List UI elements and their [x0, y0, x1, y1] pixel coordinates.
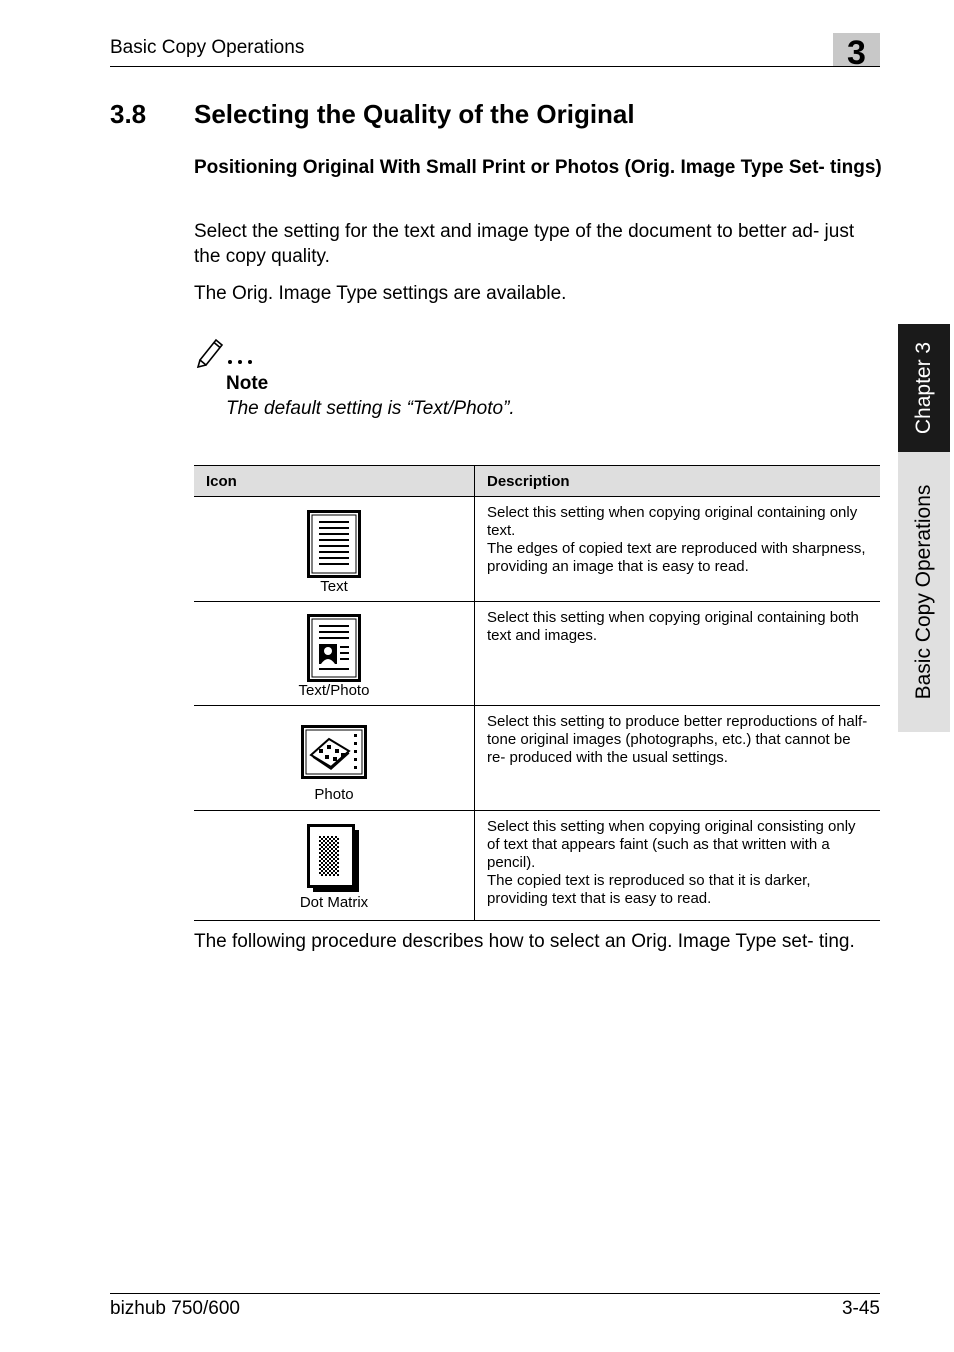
- column-header-description: Description: [475, 466, 881, 497]
- dot-matrix-icon: [307, 824, 361, 894]
- intro-paragraph: Select the setting for the text and image type of the document to better ad- just the copy quality.: [194, 221, 855, 267]
- description-cell: [475, 602, 881, 706]
- description-line: The copied text is reproduced so that it is darker, providing text that is easy to read.: [487, 872, 811, 907]
- available-paragraph: The Orig. Image Type settings are available.: [194, 283, 567, 304]
- description-line: Select this setting when copying original containing only text.: [487, 504, 858, 539]
- description-line: The edges of copied text are reproduced with sharpness, providing an image that is easy to read.: [487, 540, 866, 575]
- table-header-row: [194, 466, 880, 497]
- header-divider: [110, 66, 880, 67]
- footer-divider: [110, 1293, 880, 1294]
- table-row: [194, 497, 880, 602]
- icon-cell: [194, 811, 475, 921]
- side-tab-chapter-label: Chapter 3: [912, 341, 935, 435]
- chapter-number-box: [833, 33, 880, 72]
- table-row: [194, 706, 880, 811]
- photo-icon: [301, 725, 367, 779]
- description-cell: [475, 497, 881, 602]
- pencil-note-icon: [196, 334, 260, 373]
- running-header-title: Basic Copy Operations: [110, 37, 305, 58]
- footer-page-number: 3-45: [841, 1298, 880, 1319]
- icon-label: Photo: [314, 786, 354, 803]
- text-icon: [307, 510, 361, 578]
- note-label: Note: [226, 373, 269, 394]
- table-row: [194, 602, 880, 706]
- side-tab-chapter: [898, 324, 950, 452]
- icon-label: Text: [320, 578, 348, 595]
- image-type-table: [194, 465, 880, 921]
- description-line: Select this setting to produce better reproductions of half- tone original images (photographs, etc.) that cannot be re- produced with the usual settings.: [487, 713, 868, 766]
- icon-label: Dot Matrix: [299, 894, 369, 911]
- section-number: 3.8: [110, 99, 147, 129]
- icon-cell: [194, 706, 475, 811]
- icon-cell: [194, 497, 475, 602]
- table-row: [194, 811, 880, 921]
- chapter-number: 3: [847, 34, 866, 72]
- description-line: Select this setting when copying original containing both text and images.: [487, 609, 859, 644]
- section-title: Selecting the Quality of the Original: [194, 99, 635, 129]
- icon-label: Text/Photo: [298, 682, 370, 699]
- column-header-icon: Icon: [194, 466, 475, 497]
- description-line: Select this setting when copying original consisting only of text that appears faint (such as that written with a pencil).: [487, 818, 856, 871]
- icon-cell: [194, 602, 475, 706]
- description-cell: [475, 706, 881, 811]
- text-photo-icon: [307, 614, 361, 682]
- description-cell: [475, 811, 881, 921]
- side-tab-section-label: Basic Copy Operations: [912, 484, 935, 700]
- procedure-paragraph: The following procedure describes how to select an Orig. Image Type set- ting.: [194, 931, 855, 952]
- side-tab-section: [898, 452, 950, 732]
- footer-model: bizhub 750/600: [110, 1298, 240, 1319]
- subheading: Positioning Original With Small Print or Photos (Orig. Image Type Set- tings): [194, 157, 882, 178]
- note-text: The default setting is “Text/Photo”.: [226, 398, 515, 419]
